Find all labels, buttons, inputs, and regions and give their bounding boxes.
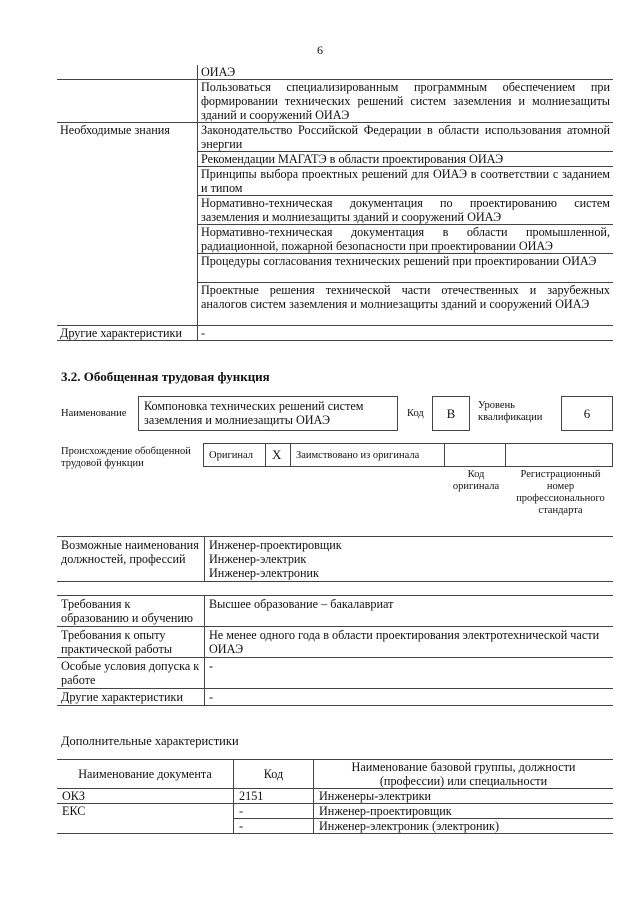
doc-cell: ОКЗ	[57, 789, 234, 804]
positions-label: Возможные наименования должностей, профессий	[57, 537, 205, 582]
row-label	[57, 65, 198, 80]
req-value: Высшее образование – бакалавриат	[205, 596, 614, 627]
table-row	[57, 658, 613, 689]
row-value: Проектные решения технической части отечественных и зарубежных аналогов систем заземления и молниезащиты зданий и сооружений ОИАЭ	[198, 283, 614, 326]
req-label: Требования к опыту практической работы	[57, 627, 205, 658]
row-value: Нормативно-техническая документация в области промышленной, радиационной, пожарной безопасности при проектировании ОИАЭ	[198, 225, 614, 254]
table-row	[57, 123, 613, 152]
table-row	[57, 167, 613, 196]
row-value: Принципы выбора проектных решений для ОИАЭ в соответствии с заданием и типом	[198, 167, 614, 196]
row-value: Нормативно-техническая документация по проектированию систем заземления и молниезащиты зданий и сооружений ОИАЭ	[198, 196, 614, 225]
table-row	[57, 819, 613, 834]
name-cell: Инженеры-электрики	[314, 789, 614, 804]
page-number: 6	[317, 43, 323, 57]
table-row	[57, 627, 613, 658]
row-label	[57, 80, 198, 123]
doc-cell	[57, 819, 234, 834]
name-cell: Инженер-электроник (электроник)	[314, 819, 614, 834]
header-doc: Наименование документа	[57, 760, 234, 789]
req-label: Другие характеристики	[57, 689, 205, 706]
req-label: Особые условия допуска к работе	[57, 658, 205, 689]
row-label	[57, 254, 198, 283]
code-cell: 2151	[234, 789, 314, 804]
table-row	[57, 196, 613, 225]
req-label: Требования к образованию и обучению	[57, 596, 205, 627]
additional-table	[57, 759, 613, 834]
divider	[505, 443, 506, 467]
row-value: ОИАЭ	[198, 65, 614, 80]
code-original-label: Код оригинала	[452, 469, 500, 492]
name-cell: Инженер-проектировщик	[314, 804, 614, 819]
row-value: -	[198, 326, 614, 341]
row-value: Рекомендации МАГАТЭ в области проектирования ОИАЭ	[198, 152, 614, 167]
table-row	[57, 65, 613, 80]
original-mark: X	[272, 447, 282, 462]
table-row	[57, 225, 613, 254]
knowledge-table	[57, 65, 613, 341]
table-row	[57, 254, 613, 283]
code-box	[432, 396, 470, 431]
list-item: Инженер-электрик	[209, 552, 307, 566]
row-label	[57, 225, 198, 254]
code-label: Код	[407, 408, 424, 419]
code-cell: -	[234, 819, 314, 834]
list-item: Инженер-проектировщик	[209, 538, 342, 552]
divider	[444, 443, 445, 467]
function-name-value: Компоновка технических решений систем заземления и молниезащиты ОИАЭ	[144, 399, 364, 427]
table-row	[57, 804, 613, 819]
req-value: -	[205, 689, 614, 706]
code-cell: -	[234, 804, 314, 819]
header-code: Код	[234, 760, 314, 789]
additional-title: Дополнительные характеристики	[61, 734, 239, 748]
req-value: -	[205, 658, 614, 689]
req-value: Не менее одного года в области проектирования электротехнической части ОИАЭ	[205, 627, 614, 658]
table-row	[57, 326, 613, 341]
table-row	[57, 689, 613, 706]
row-label: Необходимые знания	[57, 123, 198, 152]
table-row	[57, 596, 613, 627]
function-name-box	[138, 396, 398, 431]
table-row	[57, 152, 613, 167]
origin-label: Происхождение обобщенной трудовой функции	[61, 446, 191, 469]
requirements-table	[57, 595, 613, 706]
positions-list	[205, 537, 614, 582]
row-label	[57, 283, 198, 326]
row-value: Пользоваться специализированным программным обеспечением при формировании технических решений систем заземления и молниезащиты зданий и сооружений ОИАЭ	[198, 80, 614, 123]
row-label: Другие характеристики	[57, 326, 198, 341]
level-label: Уровень квалификации	[478, 400, 543, 423]
table-row	[57, 80, 613, 123]
table-row	[57, 537, 613, 582]
section-title: 3.2. Обобщенная трудовая функция	[61, 369, 270, 384]
positions-table	[57, 536, 613, 582]
name-label: Наименование	[61, 408, 127, 419]
row-label	[57, 152, 198, 167]
table-header-row	[57, 760, 613, 789]
level-value: 6	[583, 406, 591, 421]
divider	[290, 443, 291, 467]
row-value: Процедуры согласования технических решений при проектировании ОИАЭ	[198, 254, 614, 283]
reg-number-label: Регистрационный номер профессионального стандарта	[516, 469, 605, 516]
divider	[265, 443, 266, 467]
row-label	[57, 196, 198, 225]
list-item: Инженер-электроник	[209, 566, 319, 580]
doc-cell: ЕКС	[57, 804, 234, 819]
table-row	[57, 283, 613, 326]
table-row	[57, 789, 613, 804]
row-label	[57, 167, 198, 196]
original-label: Оригинал	[209, 450, 253, 461]
code-value: В	[446, 406, 456, 421]
row-value: Законодательство Российской Федерации в области использования атомной энергии	[198, 123, 614, 152]
level-box	[561, 396, 613, 431]
borrowed-label: Заимствовано из оригинала	[296, 450, 420, 461]
header-name: Наименование базовой группы, должности (профессии) или специальности	[314, 760, 614, 789]
